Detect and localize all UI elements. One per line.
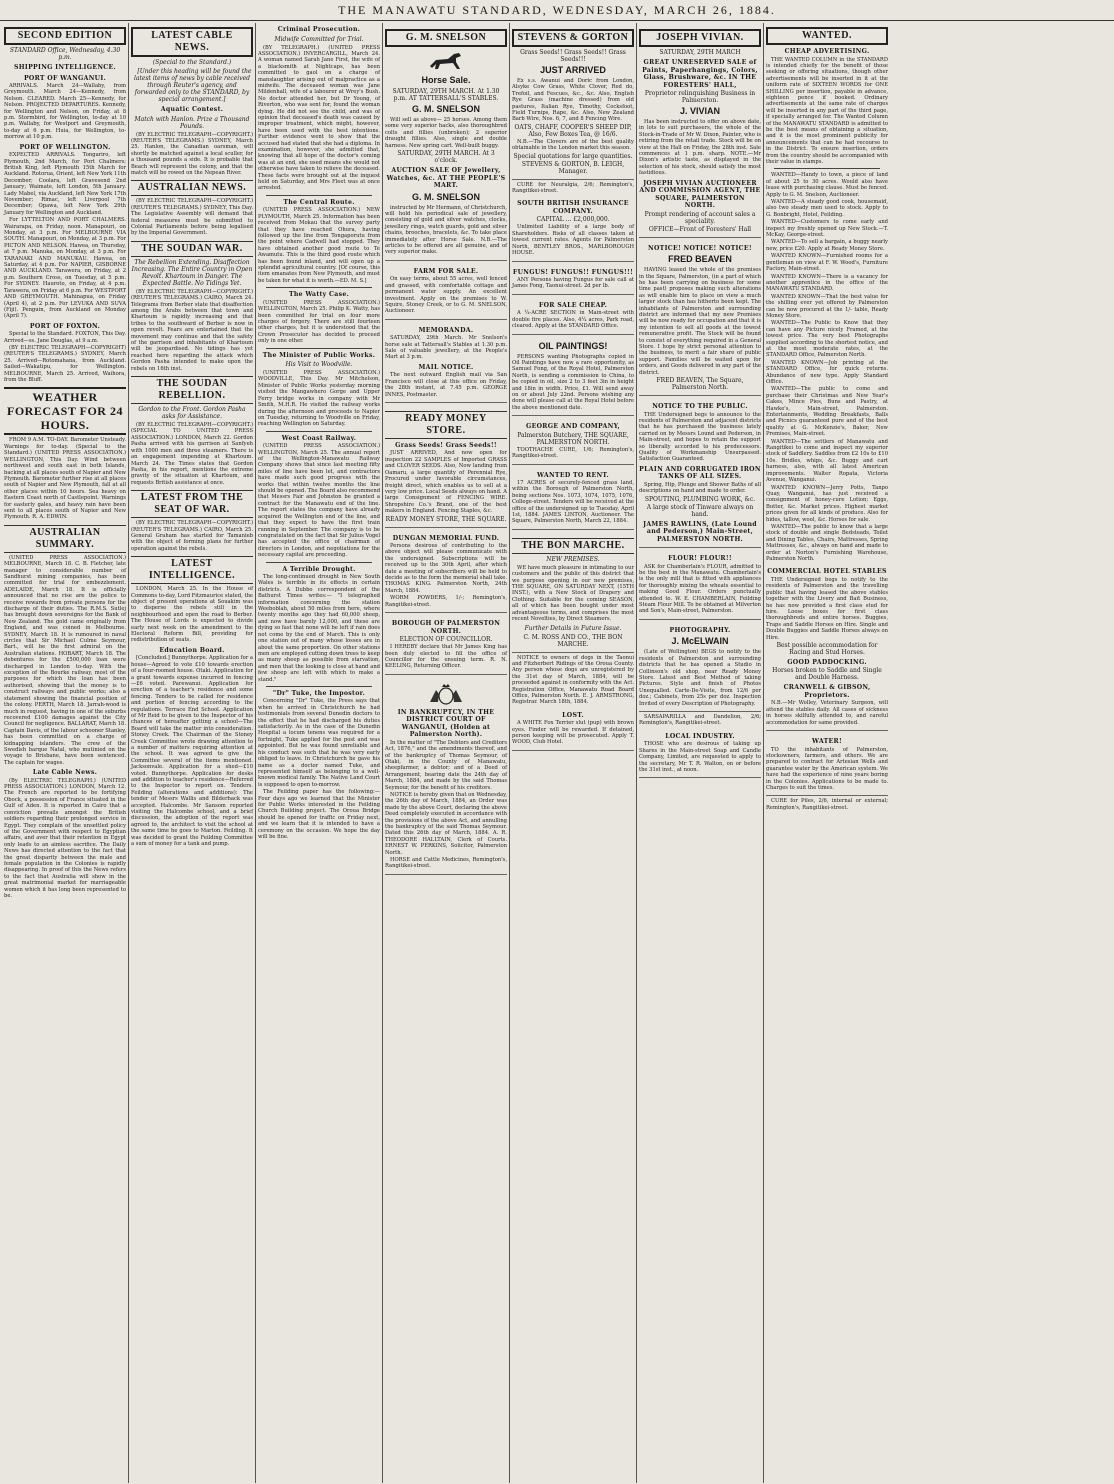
aquatic-text: (BY ELECTRIC TELEGRAPH—COPYRIGHT.) (REUTER'S TELEGRAMS.) SYDNEY, March 25. Hanlon, the Canadian oarsman, will shortly be matched against a local sculler, for a thousand pounds a side. It is probable that Beach will represent the colony, and that the match will be rowed on the Nepean River. — [131, 131, 253, 176]
masthead: THE MANAWATU STANDARD, WEDNESDAY, MARCH 26, 1884. — [0, 0, 1114, 21]
snelson-ad — [385, 23, 507, 261]
office-line: STANDARD Office, Wednesday, 4.30 p.m. — [9, 47, 121, 61]
water-text: TO the inhabitants of Palmerston, stockowners, farmers, and others. We are prepared to contract for Artesian Wells and guarantee water by the American system. We have had the experience of nine years boring in the Colonies. Applications to be made to. Charges to suit the times. — [766, 746, 888, 791]
grass-seeds-banner: Grass Seeds!! Grass Seeds!! Grass Seeds!!! — [520, 49, 626, 63]
for-sale-heading: FOR SALE CHEAP. — [538, 301, 608, 309]
bon-marche-text: WE have much pleasure in intimating to our customers and the public of this district that we purpose opening in our new premises, THE SQUARE, ON SATURDAY NEXT, (15TH INST.), with a New Stock of Drapery and Clothing. Suitable for the coming SEASON, all of which has been bought under most advantageous terms, and comprises the most recent Novelties, by Direct Steamers. — [512, 564, 634, 623]
dog-notice: NOTICE to owners of dogs in the Taonui and Fitzherbert Ridings of the Oroua County. Any person whose dogs are unregistered by the 31st day of March, 1884, will be proceeded against in conformity with the Act. Registration Office, Manawatu Road Board Office, Palmerston North. E. J. ARMSTRONG, Registrar. March 18th, 1884. — [512, 654, 634, 706]
vivian-heading: JOSEPH VIVIAN. — [639, 29, 761, 47]
local-industry-text: THOSE who are desirous of taking up Shares in the Main-street Soap and Candle Company, Limited, are requested to apply to the secretary, Mr T. R. Walton, on or before the 31st inst., at noon. — [639, 741, 761, 773]
column-7 — [764, 23, 890, 1483]
vivian-date: SATURDAY, 29TH MARCH — [659, 49, 741, 56]
dungan-text: Persons desirous of contributing to the above object will please communicate with the undersigned. Subscriptions will be received up to the 30th April, after which date a meeting of subscribers will be held to decide as to the form the memorial shall take. THOMAS KING. Palmerston North, 24th March, 1884. — [385, 543, 507, 594]
farm-heading: FARM FOR SALE. — [413, 267, 479, 275]
memoranda-heading: MEMORANDA. — [418, 326, 474, 334]
photography-text: (Late of Wellington) BEGS to notify to the residents of Palmerston and surrounding districts that he has opened a Studio in Collinson's old shop, near Ready Money Store. Latest and Best Method of taking Pictures. Style and finish of Photos Unequalled. Carte-De-Visite, from 12/6 per doz.; Cabinets, from 25s per doz. Inspection Invited of every Description of Photography. — [639, 649, 761, 707]
soudan-war-subhead: The Rebellion Extending. Disaffection Increasing. The Entire Country in Open Revolt. Khartoum in Danger. The Expected Battle. No Tidings Yet. — [131, 258, 253, 287]
soudan-rebellion-text: (BY ELECTRIC TELEGRAPH—COPYRIGHT.) (SPECIAL TO UNITED PRESS ASSOCIATION.) LONDON, March 22. Gordon Pasha arrived with his garrison at Sanfyeh with 1000 men and three steamers. There is an engagement impending at Khartoum. March 24. The Times states that Gordon Pasha, in his report, mentions the extreme gravity of the situation at Khartoum, and requests British assistance at once. — [131, 422, 253, 486]
farm-ad — [385, 263, 507, 320]
latest-intelligence-heading: LATEST INTELLIGENCE. — [131, 556, 253, 584]
rent-heading: WANTED TO RENT. — [537, 471, 609, 479]
flour-ad — [639, 550, 761, 620]
sailings-text: For LYTTELTON AND PORT CHALMERS. Wairarapa, on Friday, noon. Manapouri, on Monday, at 3 p.m. For MELBOURNE VIA SOUTH. Manapouri, on Monday, at 3 p.m. For PICTON AND NELSON. Hawea, on Thursday, at 7 p.m. Manuka, on Monday, at 3 p.m. For TARANAKI AND MANUKAU. Hawea, on Saturday, at 4 p.m. For NAPIER, GISBORNE AND AUCKLAND. Tarawera, on Friday, at 2 p.m. Southern Cross, on Tuesday, at 5 p.m. For SYDNEY. Hauroto, on Friday, at 4 p.m. Tarawera, on Friday at 6 p.m. For WESTPORT AND GREYMOUTH. Mahinapua, on Friday (April 4), at 2 p.m. For LEVUKA AND SUVA (Fiji). Penguin, from Auckland on Monday (April 7). — [4, 217, 126, 320]
fungus-heading: FUNGUS! FUNGUS!! FUNGUS!!! — [512, 268, 634, 276]
watty-heading: The Watty Case. — [288, 291, 350, 299]
insurance-text: Unlimited Liability of a large body of Shareholders. Risks of all classes taken at lowest current rates. Agents for Palmerston North, BENTLEY BROS., MARLBOROUGH HOUSE. — [512, 224, 634, 257]
wanted-column-text: THE WANTED COLUMN in the STANDARD is intended chiefly for the benefit of those seeking or offering situations, though other advertisements will be inserted in it at the uniform rate of SIXTEEN WORDS for ONE SHILLING per insertion, payable in advance, eighteen pence if booked. Ordinary advertisements at the same rate of charges will be inserted in any part of the third page, if specially arranged for. The Wanted Column of the MANAWATU STANDARD is admitted to be the best means of obtaining a situation, and it is the most prominent publicity for announcements that can be had recourse to in the District. To ensure insertion, orders from the country should be accompanied with their value in stamps. — [766, 56, 888, 165]
stevens-gorton-sign: STEVENS & GORTON, B. LEIGH, Manager. — [521, 160, 625, 175]
george-company-heading: GEORGE AND COMPANY, — [526, 423, 620, 431]
west-coast-heading: West Coast Railway. — [281, 434, 357, 442]
rawlins-sign: JAMES RAWLINS, (Late Lound and Pederson,) Main-Street, PALMERSTON NORTH. — [643, 520, 757, 543]
photography-heading: PHOTOGRAPHY. — [669, 626, 731, 634]
neuralgia-cure: CURE for Neuralgia, 2/6; Remington's, Rangitikei-street. — [512, 181, 634, 195]
lost-text: A WHITE Fox Terrier slut (pup) with brown eyes. Finder will be rewarded. If detained, person keeping will be prosecuted. Apply T. WOOD, Club Hotel. — [512, 720, 634, 746]
columns — [0, 21, 1114, 1483]
stables-heading: COMMERCIAL HOTEL STABLES — [767, 568, 887, 576]
divider — [266, 348, 372, 349]
snelson-name-2: G. M. SNELSON — [411, 191, 480, 202]
arrived-text: Ex s.s. Awanui and Doric from London, Alsyke Cow Grass, White Clover, Red do, Trefoil, and Fescues, &c., &c. Also, English Rye Grass (machine dressed) from old pastures, Italian Rye, Timothy, Cocksfoot, Field Turnips, Rape, &c. Also, New Zealand Barb Wire, Nos. 6, 7, and 8 Fencing Wire. — [512, 78, 634, 123]
column-3 — [256, 23, 383, 1483]
royal-crest-icon — [424, 682, 468, 706]
australian-news-text: (BY ELECTRIC TELEGRAPH—COPYRIGHT.) (REUTER'S TELEGRAMS.) SYDNEY, This Day. The Legislative Assembly will demand that federal measures must be submitted to Colonial Parliaments before being legalised by the Imperial Government. — [131, 198, 253, 237]
lost-heading: LOST. — [562, 711, 584, 719]
further-details: Further Details in Future Issue. — [524, 624, 622, 632]
wanted-item: WANTED—The Public to Know that they can have any Picture nicely Framed, at the lowest price. The very best Photographs supplied according to the shortest notice, and at the most moderate rates, at the STANDARD Office, Palmerston North. — [766, 320, 888, 359]
vivian-ad — [639, 23, 761, 238]
horse-medicines: HORSE and Cattle Medicines, Remington's, Rangitikei-street. — [385, 857, 507, 870]
insurance-ad — [512, 195, 634, 261]
drought-heading: A Terrible Drought. — [282, 565, 356, 573]
borough-ad — [385, 615, 507, 675]
snelson-heading: G. M. SNELSON — [385, 29, 507, 47]
wanted-item: WANTED—The public to come and purchase their Christmas and New Year's Cakes, Mince Pies, Buns and Pastry, at Hawke's, Main-street, Palmerston. Entertainments, Wedding Breakfasts, Balls and Picnics guaranteed pure and of the best quality at G. McKenzie's, Baker, New Premises, Main-street. — [766, 386, 888, 438]
memoranda-text: SATURDAY, 29th March. Mr Snelson's horse sale at Tattersall's Stables at 1.30 p.m. Sale of valuable jewellery, at the People's Mart at 3 p.m. — [385, 335, 507, 361]
election-heading: ELECTION OF COUNCILLOR. — [399, 636, 493, 644]
for-sale-text: A ¼-ACRE SECTION in Main-street with double fire places. Also, 4¼ acres, Park road, cleared. Apply at the STANDARD Office. — [512, 310, 634, 330]
just-arrived: JUST ARRIVED — [540, 65, 606, 75]
jewellery-sale-date: SATURDAY, 29TH MARCH. At 3 o'clock. — [397, 150, 495, 165]
wanted-item: WANTED KNOWN—There is a vacancy for another apprentice in the office of the MANAWATU STANDARD. — [766, 273, 888, 293]
bankruptcy-ad — [385, 677, 507, 875]
criminal-subhead: Midwife Committed for Trial. — [274, 35, 364, 43]
butchery-line: Palmerston Butchery, THE SQUARE, PALMERSTON NORTH. — [517, 431, 629, 446]
port-wellington: PORT OF WELLINGTON. — [19, 143, 111, 151]
bon-marche-ad — [512, 532, 634, 653]
iron-tanks-text: Spring, Hip, Plunge and Shower Baths of all descriptions on hand and made to order. — [639, 481, 761, 495]
column-5 — [510, 23, 637, 1483]
horse-sale-title: Horse Sale. — [421, 75, 471, 85]
soudan-war-heading: THE SOUDAN WAR. — [131, 241, 253, 257]
wanted-item: WANTED KNOWN—Jerry Potts, Tanpo Quay, Wanganui, has just received a consignment of honey-cure Lotion; Eggs, Butter, &c. Market prices. Highest market prices given for all kinds of produce. Also for hides, tallow, wool, &c. Horses for sale. — [766, 484, 888, 523]
spouting-line: SPOUTING, PLUMBING WORK, &c. — [644, 495, 756, 503]
stables-ad — [766, 563, 888, 731]
foxton-text: Special to the Standard. FOXTON, This Day. Arrived—ss. Jane Douglas, at 9 a.m. — [4, 331, 126, 344]
bon-marche-heading: THE BON MARCHE. — [512, 538, 634, 554]
wanted-item: WANTED KNOWN—Job printing at the STANDARD Office, for quick returns. Abundance of new type. Apply Standard Office. — [766, 359, 888, 385]
butchery-ad — [512, 418, 634, 464]
divider — [266, 431, 372, 432]
beaven-sign: FRED BEAVEN, The Square, Palmerston North. — [656, 377, 744, 392]
new-premises: NEW PREMISES. — [546, 555, 600, 563]
paddocking-text: Horses broken to Saddle and Single and Double Harness. — [772, 667, 882, 682]
ross-sign: C. M. ROSS AND CO., THE BON MARCHE. — [523, 633, 623, 648]
mail-text: The next outward English mail via San Francisco will close at this office on Friday, the 28th instant, at 7.45 p.m. GEORGE INNES, Postmaster. — [385, 372, 507, 398]
watty-text: (UNITED PRESS ASSOCIATION.) WELLINGTON, March 25. Philip K. Watty, has been committed for trial on four more charges of forgery. There are still fourteen other charges, but it is understood that the Crown Prosecutor has decided to proceed only in one other. — [258, 299, 380, 345]
minister-heading: The Minister of Public Works. — [262, 351, 376, 359]
oats-chaff: OATS, CHAFF, COOPER'S SHEEP DIP, Also, Few Boxes Tea, @ 16/6. — [514, 123, 632, 138]
worm-powders: WORM POWDERS, 1/-; Remington's, Rangitikei-street. — [385, 595, 507, 608]
lost-ad — [512, 707, 634, 751]
port-foxton: PORT OF FOXTON. — [29, 322, 101, 330]
wanted-heading: WANTED. — [766, 27, 888, 45]
tuke-text: Concerning "Dr" Tuke, the Press says that when he arrived in Christchurch he had testimonials from several Dunedin doctors to the effect that he had discharged his duties satisfactorily. As in the case of the Dunedin Hospital a locum tenens was required for a fortnight, Tuke applied for the post and was appointed. But he was found unreliable and his conduct was such that he was very early obliged to leave. In Christchurch he gave his name as a doctor named Tuke, and represented himself as belonging to a well-known medical family. The Native Land Court is supposed to open to-morrow. — [258, 698, 380, 788]
minister-subhead: His Visit to Woodville. — [285, 361, 353, 369]
horse-icon — [426, 50, 466, 72]
latest-cable-heading: LATEST CABLE NEWS. — [131, 27, 253, 57]
cheap-advertising: CHEAP ADVERTISING. — [784, 48, 870, 55]
mail-heading: MAIL NOTICE. — [418, 363, 474, 371]
photography-ad — [639, 622, 761, 712]
divider — [774, 168, 880, 169]
dungan-fund-ad — [385, 530, 507, 614]
notice-heading: NOTICE! NOTICE! NOTICE! — [648, 244, 752, 252]
auction-text: instructed by Mr Hermann, of Christchurch, will hold his periodical sale of jewellery, consisting of gold and silver watches, clocks, jewellery rings, watch guards, gold and silver chains, brooches, bracelets, &c. To take place immediately after Horse Sale. N.B.—The articles to be offered are all genuine, and of very superior make. — [385, 204, 507, 256]
office-line: OFFICE—Front of Foresters' Hall — [648, 225, 752, 233]
beaven-ad — [639, 240, 761, 396]
column-2 — [129, 23, 256, 1483]
dungan-heading: DUNGAN MEMORIAL FUND. — [392, 534, 500, 542]
public-notice-text: THE Undersigned begs to announce to the residents of Palmerston and adjacent districts that he has purchased the business lately carried on by Messrs Lound and Pederson, in Main-street, and hopes to retain the support so liberally accorded to his predecessors. Quality of Workmanship Unsurpassed. Satisfaction Guaranteed. — [639, 411, 761, 463]
telegraph-text: (BY ELECTRIC TELEGRAPH—COPYRIGHT) (REUTER'S TELEGRAMS.) SYDNEY, March 25. Arrived—Rotomahana, from Auckland. Sailed—Wakatipu, for Wellington. MELBOURNE, March 25. Arrived, Waihora, from the Bluff. — [4, 345, 126, 384]
column-4 — [383, 23, 510, 1483]
stevens-gorton-ad — [512, 23, 634, 180]
wanted-item: WANTED—The settlers of Manawatu and Rangitikei to come and inspect my superior stock of Saddlery. Saddles from £2 10s to £10 10s. Bridles, whips, &c. Buggy and cart harness, also, with all latest American improvements. Walter Ropata, Victoria Avenue, Wanganui. — [766, 438, 888, 484]
vivian-text: Has been instructed to offer on above date, in lots to suit purchasers, the whole of the Stock-in-Trade of Mr W. Dixon, Painter, who is retiring from the retail trade. Stock will be on view at the Hall on Friday, the 28th inst. Sale commences at 1 p.m. sharp. NOTE.—Mr Dixon's artistic taste, as displayed in the selection of his stock, should satisfy the most fastidious. — [639, 119, 761, 177]
aquatic-heading: Aquatic Contest. — [160, 106, 224, 113]
weather-heading: WEATHER FORECAST FOR 24 HOURS. — [4, 387, 126, 435]
wanted-item: WANTED KNOWN—Furnished rooms for a gentleman on view at F. W. Wood's, Furniture Factory, Main-street. — [766, 253, 888, 273]
ready-money-store-footer: READY MONEY STORE, THE SQUARE. — [385, 515, 507, 523]
divider — [266, 562, 372, 563]
local-industry-heading: LOCAL INDUSTRY. — [665, 732, 735, 740]
sarsaparilla-line: SARSAPARILLA and Dandelion, 2/6; Remington's, Rangitikei-street. — [639, 714, 761, 727]
fungus-text: ANY Persons having Fungus for sale call at James Fong, Taonui-street. 2d per lb. — [512, 277, 634, 290]
local-industry-ad — [639, 728, 761, 779]
piles-cure: CURE for Piles, 2/6, internal or external; Remington's, Rangitikei-street. — [766, 798, 888, 811]
fungus-ad — [512, 264, 634, 295]
australian-summary-text: (UNITED PRESS ASSOCIATION.) MELBOURNE, March 18. C. B. Fletcher, late manager to considerable number of Sandhurst mining companies, has been committed for trial for embezzlement. ADELAIDE, March 18. It is officially announced that no rise are the police to receive rewards from private persons for the discharge of their duties. The R.M.S. Sutlej has brought down sovereigns for the Bank of New Zealand. The gold came originally from England, and was coined in Melbourne. SYDNEY, March 18. It is rumoured in naval circles that Sir Michael Culme Seymour, Bart., will be the first admiral on the Australian stations. HOBART, March 18. The debentures for the £500,000 loan were discharged in London to-day. With the exception of the Bourke railway, most of the purposes for which the loan has been authorised, showing that the money is to construct railways and public works; also a statement showing the financial position of the colony. PERTH, March 18. Jarrah-wood is much in request, having in one of the suburbs recovered £100 damages against the City Council for negligence. BALLARAT, March 18. Captain Davis, of the labour schooner Stanley, has been committed on a charge of kidnapping islanders. The crew of the Swedish barque Natal, who mutinied on the voyage to Brisbane, have been sentenced. The captain for wages. — [4, 554, 126, 766]
soudan-war-text: (BY ELECTRIC TELEGRAPH—COPYRIGHT.) (REUTER'S TELEGRAMS.) CAIRO, March 24. Telegrams from Berber state that disaffection among the Arabs between that town and Khartoum is rapidly increasing and that tribes to the southward of Berber is now in open revolt. Fears are entertained that the movement may continue and that the safety of the garrison and inhabitants of Khartoum will be jeopardised. No tidings has yet reached here regarding the attack which Gordon Pasha intended to make upon the rebels on 16th inst. — [131, 288, 253, 372]
soudan-rebellion-subhead: Gordon to the Front. Gordon Pasha asks for Assistance. — [138, 406, 246, 421]
soudan-rebellion-heading: THE SOUDAN REBELLION. — [131, 376, 253, 404]
wanted-item: WANTED—To sell a bargain, a buggy nearly new, price £20. Apply at Ready Money Store. — [766, 239, 888, 252]
beaven-name: FRED BEAVEN — [668, 254, 732, 265]
column-6 — [637, 23, 764, 1483]
vivian-name: J. VIVIAN — [679, 106, 720, 116]
stevens-gorton-heading: STEVENS & GORTON — [512, 29, 634, 47]
oil-paintings-ad — [512, 337, 634, 417]
horse-sale-date: SATURDAY, 29TH MARCH. At 1.30 p.m. AT TATTERSALL'S STABLES. — [392, 88, 500, 102]
education-board-text: [Concluded.] Bunnythorpe. Application for a house—Agreed to vote £10 towards erection of a four-roomed house. Otaki. Application for a grant towards expense incurred in fencing—£6 voted. Parewanui. Application for erection of a teacher's residence and some fencing. Tenders to be called for residence and portion of fencing according to the regulations. Terrace End School. Application of Mr Reid to be given to the Inspector of his chances of hereafter getting a school—The Board will take the matter into consideration. Stoney Creek. The Chairman of the Stoney Creek Committee wrote drawing attention to a number of matters requiring attention at the school. It was agreed to give the Committee several of the items mentioned. Jacksonvale. Application for a shed—£10 voted. Bunnythorpe. Application for desks and addition to teacher's residence—Referred to the Inspector to report on. Tenders. Feilding (alterations and additions): The tender of Messrs Wallis and Bilderback was accepted. Halcombe. Mr Sansom reported visiting the Halcombe school, and a brief discussion, the adoption of the report was agreed to, the architect to visit the school at the same time he goes to Marton. Feilding. It was decided to grant the Feilding Committee a sum of money for a tank and pump. — [131, 655, 253, 848]
gibson-text: N.B.—Mr Wolley, Veterinary Surgeon, will attend the stables daily. All cases of sickness in horses skilfully attended to, and careful accommodation for same provided. — [766, 700, 888, 726]
sale-heading: GREAT UNRESERVED SALE of Paints, Paperhangings, Colors, Glass, Brushware, &c. IN THE FORESTERS' HALL, — [642, 59, 758, 89]
flour-heading: FLOUR! FLOUR!! — [668, 555, 732, 563]
proprietor-line: Proprietor relinquishing Business in Palmerston. — [644, 90, 756, 104]
clover-note: N.B.—The Clovers are of the best quality obtainable in the London market this season. — [512, 138, 634, 152]
melwain-name: J. McELWAIN — [671, 636, 729, 647]
australian-news-heading: AUSTRALIAN NEWS. — [131, 180, 253, 196]
australian-summary-heading: AUSTRALIAN SUMMARY. — [4, 525, 126, 553]
latest-intelligence-text: LONDON, March 25. In the House of Commons to-day, Lord Fitzmaurice stated, the object of present operations at Souakim was to disperse the rebels still in the neighbourhood and open the road to Berber. The House of Lords is expected to divide early next week on the amendment to the Electoral Reform Bill, providing for redistribution of seats. — [131, 586, 253, 644]
public-notice-heading: NOTICE TO THE PUBLIC. — [652, 403, 748, 411]
late-cable-text: (By ELECTRIC TELEGRAPH.) (UNITED PRESS ASSOCIATION.) LONDON, March 12. The French are reported to be fortifying Obock, a possession of France situated in the Gulf of Aden. It is reported in Cairo that a conviction prevails amongst the British soldiers regarding their prolonged service in Egypt. They complain of the unsettled policy of the Government with respect to Egyptian affairs, and aver that their retention in Egypt only leads to an aimless sacrifice. The Daily News has directed attention to the fact that the great disparity between the male and female population in the Colonies is rapidly disappearing. In proof of this the News refers to the fact that Australia will show in the great matrimonial market for marriageable women which it has long been represented to be. — [4, 777, 126, 899]
divider — [266, 195, 372, 196]
shipping-heading: SHIPPING INTELLIGENCE. — [13, 64, 117, 71]
auction-heading: AUCTION SALE OF Jewellery, Watches, &c. AT THE PEOPLE'S MART. — [386, 167, 506, 190]
central-route-text: (UNITED PRESS ASSOCIATION.) NEW PLYMOUTH, March 25. Information has been received from Mokau that the survey party that they have reached Ohura, having followed up the line from Tongaporutu from the point where Cadwell had stopped. They have obtained another good route to Te Awamutu. This is the third good route which has been found inland, and will open up a splendid agricultural country. [Of course, this item emanates from New Plymouth, and must be taken for what it is worth.—ED. M. S.] — [258, 207, 380, 284]
column-1 — [2, 23, 129, 1483]
drought-text: The long-continued drought in New South Wales is terrible in its effects in certain districts. A Dubbo correspondent of the Bathurst Times writes:— "I telegraphed information concerning the station Weeboblah, about 50 miles from here, where twenty months ago they had 60,000 sheep, and now have barely 12,000, and these are dying so fast that none will be left if rain does not come by the end of March. This is only one station out of many whose losses are in about the same proportion. On other stations men are employed cutting down trees to keep as many sheep as possible from starvation, and men that the looking is close at hand and few sheep are left with which to make a stand." — [258, 574, 380, 683]
port-wanganui: PORT OF WANGANUI. — [23, 74, 107, 82]
tuke-heading: "Dr" Tuke, the Impostor. — [272, 689, 366, 697]
vivian-auctioneer: JOSEPH VIVIAN AUCTIONEER AND COMMISSION AGENT, THE SQUARE, PALMERSTON NORTH. — [639, 179, 761, 210]
divider — [266, 287, 372, 288]
grass-seeds-text: JUST ARRIVED, And now open for inspection 22 SAMPLES of Imported GRASS and CLOVER SEEDS. Also, Now landing from Oamaru, a large quantity of Perennial Rye, Procured under favorable circumstances, freight direct, which enables us to sell at a very low price. Local Seeds always on hand. A large Consignment of FENCING WIRE. Shropshire Co.'s Brand, one of the best makers in England. Fencing Staples, &c. — [385, 450, 507, 515]
flour-text: ASK for Chamberlain's FLOUR, admitted to be the best in the Manawatu. Chamberlain's is the only mill that is fitted with appliances for thoroughly mixing the wheats essential to making Good Flour. Orders punctually attended to. W. E. CHAMBERLAIN, Feilding Steam Flour Mill. To be obtained at Milverton and Son's, Main-street, Palmerston. — [639, 563, 761, 615]
insurance-heading: SOUTH BRITISH INSURANCE COMPANY. — [517, 200, 629, 215]
election-text: I HEREBY declare that Mr James King has been duly elected to fill the office of Councillor for the ensuing term. R. N. KEELING, Returning Officer. — [385, 644, 507, 670]
bankruptcy-heading: IN BANKRUPTCY, IN THE DISTRICT COURT OF WANGANUI, (Holden at Palmerston North). — [397, 708, 495, 739]
water-heading: WATER! — [812, 738, 842, 746]
central-route-heading: The Central Route. — [283, 198, 355, 206]
weather-text: FROM 9 A.M. TO-DAY. Barometer Unsteady. Warnings for to-day. (Special to the Standard.) (UNITED PRESS ASSOCIATION.) WELLINGTON, This Day. Wind between northwest and south east in both Islands, backing at all places south of Napier and New Plymouth. Barometer further rise at all places south of Napier and New Plymouth, fall at all other places within 10 hours. Sea heavy on Eastern Coast north of Castlepoint. Warnings for easterly gales, and heavy rain have been sent to all places south of Napier and New Plymouth. R. A. EDWIN. — [4, 437, 126, 521]
prompt-line: Prompt rendering of account sales a speciality. — [644, 210, 756, 225]
shipping-text: ARRIVALS. March 24—Wallaby, from Greymouth. March 24—Kennedy, from Nelson. CLEARED. March 25—Kennedy, for Nelson. PROJECTED DEPARTURES. Kennedy, for Wellington and Nelson, on Friday, at 8 p.m. Stormbird, for Wellington, to-day at 10 p.m. Wallaby, for Westport and Greymouth, to-day at 6 p.m. Huia, for Wellington, to-morrow at 10 p.m. — [4, 83, 126, 141]
cable-note: [Under this heading will be found the latest items of news by cable received through Reuter's agency, and forwarded only to the STANDARD, by special arrangement.] — [133, 68, 252, 103]
insurance-capital: CAPITAL ... £2,000,000. — [536, 216, 610, 224]
toothache-cure: TOOTHACHE CURE, 1/6; Remington's, Rangitikei-street. — [512, 446, 634, 460]
wanted-item: WANTED—Handy to town, a piece of land of about 25 to 30 acres. Would also have lease with purchasing clause. Must be fenced. Apply to G. M. Snelson, Auctioneer. — [766, 172, 888, 198]
criminal-text: (BY TELEGRAPH.) (UNITED PRESS ASSOCIATION.) INVERCARGILL, March 24. A woman named Sarah Jane First, the wife of a blacksmith at Nightcaps, has been committed to gaol on a charge of manslaughter arising out of malpractice as a midwife. The deceased woman was Jane Mildenhall, wife of a labourer at Wrey's Bush. No doctor attended her, but Dr Young, of Riverton, who was sent for, found the woman dying. He did not see the child, and was of opinion that deceased's death was caused by improper treatment, which might, however, have been used with the best intentions. Further evidence went to show that the accused had stated that she had a diploma. In examination, however, she admitted that, knowing that all hope of the doctor's coming was at an end, she used means she would not otherwise have taken to relieve the deceased. These facts were brought out at the inquest held on Saturday, and Mrs Fleet was at once arrested. — [258, 44, 380, 192]
oil-paintings-text: PERSONS wanting Photographs copied in Oil Paintings have now a rare opportunity, as Samuel Fong, of the Royal Hotel, Palmerston North, is sending a commission to China, to be copied in oil, size 2 to 3 feet 3in in height and 18in in width. Price, £1. Will send away on or about July 22nd. Persons wishing any done will please call at the Royal Hotel before the above mentioned date. — [512, 353, 634, 411]
aquatic-subhead: Match with Hanlon. Prize a Thousand Pounds. — [134, 115, 250, 130]
farm-text: On easy terms, about 55 acres, well fenced and grassed, with comfortable cottage and permanent water supply. An excellent investment. Apply on the premises to W. Squire, Stoney Creek, or to G. M. SNELSON, Auctioneer. — [385, 276, 507, 315]
divider — [266, 686, 372, 687]
wanted-item: WANTED—The public to know that a large stock of double and single Bedsteads, Toilet and Dining Tables, Chairs, Mattresses, Spring Mattresses, &c., always on hand and made to order at Norton's Furnishing Warehouse, Palmerston North. — [766, 523, 888, 562]
rawlins-ad — [639, 398, 761, 548]
for-sale-ad — [512, 297, 634, 335]
tinware-line: A large stock of Tinware always on hand. — [646, 503, 754, 518]
native-text: The Feilding paper has the following:— Four days ago we learned that the Minister for Public Works interested in the Feilding Church Building project. The Oroua Bridge should be opened for traffic on Friday next, and we learn that it is intended to have a ceremony on the occasion. We hope the day will be fine. — [258, 789, 380, 840]
special-subhead: (Special to the Standard.) — [152, 59, 232, 66]
wellington-text: EXPECTED ARRIVALS. Tongariro, left Plymouth, 2nd March, for Port Chalmers; British King, left Plymouth 15th March for Auckland. Rotorua, Orient, left New York 11th December; Coolara, left Gravesend 2nd January; Waimate, left London, 5th January. Lady Mabel, via Auckland, left New York 17th November; Rimac, left Liverpool 7th December; Opawa, left New York 29th January for Wellington and Auckland. — [4, 152, 126, 216]
stables-note: Best possible accommodation for Racing and Stud Horses. — [776, 641, 878, 656]
rent-text: 17 ACRES of securely-fenced grass land, within the Borough of Palmerston North, being sections Nos. 1073, 1074, 1075, 1076, College-street. Tenders will be received at the office of the undersigned up to Tuesday, April 1st, 1884. JAMES LINTON, Auctioneer. The Square, Palmerston North, March 22, 1884. — [512, 480, 634, 525]
iron-tanks-heading: PLAIN AND CORRUGATED IRON TANKS OF ALL SIZES. — [639, 465, 761, 481]
education-board-heading: Education Board. — [159, 646, 225, 654]
rent-ad — [512, 467, 634, 530]
second-edition-heading: SECOND EDITION — [4, 27, 126, 45]
ready-money-store-ad — [385, 405, 507, 528]
ready-money-store-heading: READY MONEY STORE. — [385, 411, 507, 439]
memoranda — [385, 322, 507, 403]
paddocking-heading: GOOD PADDOCKING. — [787, 658, 867, 666]
west-coast-text: (UNITED PRESS ASSOCIATION.) WELLINGTON, March 25. The annual report of the Wellington-Manawatu Railway Company shows that since last meeting fifty miles of line have been let, and contractors have made such good progress with the works that within twelve months the line should be opened. The Board also recommend that Messrs Fair and Johnston be granted a contract for the Manawatu end of the line. The report states the company have already acquired the Wellington end of the line, and that they expect to have the first train running in September. The company is to be congratulated on the fact that Sir Julius Vogel has accepted the office of chairman of directors in London, and negotiations for the necessary capital are proceeding. — [258, 443, 381, 559]
wanted-item: WANTED KNOWN—That the best value for the shilling ever yet offered by Palmerston can be now procured at the 1/- table, Ready Money Store. — [766, 293, 888, 319]
horse-sale-text: Will sell as above— 25 horses. Among them some very superior hacks, also thoroughbred colts and fillies (unbroken); 2 superior draught fillies. Also, single and double harness. New spring cart. Well-built buggy. — [385, 117, 507, 149]
seat-of-war-heading: LATEST FROM THE SEAT OF WAR. — [131, 490, 253, 518]
wanted-item: WANTED—A steady good cook, housemaid, also two steady men used to stock. Apply to G. Bonbright, Hotel, Feilding. — [766, 199, 888, 218]
gibson-sign: CRANWELL & GIBSON, Proprietors. — [783, 684, 871, 699]
criminal-heading: Criminal Prosecution. — [277, 26, 361, 33]
late-cable-heading: Late Cable News. — [32, 769, 98, 777]
grass-seeds-heading: Grass Seeds! Grass Seeds!! — [395, 441, 497, 449]
snelson-name-1: G. M. SNELSON — [411, 104, 480, 114]
stables-text: THE Undersigned begs to notify to the residents of Palmerston and the travelling public that having leased the above stables together with the Livery and Bait Business, he has now provided a first class stud for hire. Loose boxes for first class thoroughbreds and entire horses. Buggies, Traps and Saddle Horses on Hire. Single and Double Buggies and Saddle Horses always on Hire. — [766, 576, 888, 641]
seat-of-war-text: (BY ELECTRIC TELEGRAPH—COPYRIGHT.) (REUTER'S TELEGRAMS.) CAIRO, March 25. General Graham has started for Tamanieb with the object of forming plans for further operation against the rebels. — [131, 520, 253, 552]
minister-text: (UNITED PRESS ASSOCIATION.) WOODVILLE, This Day. Mr Mitchelson, Minister of Public Works yesterday morning visited the Mangawhero Gorge and Upper Ferry bridge works in company with Mr Smith, M.H.R. He visited the railway works during the afternoon and proceeds to Napier on Tuesday, returning to Woodville on Friday, reaching Wellington on Saturday. — [258, 370, 380, 428]
water-ad — [766, 733, 888, 796]
oil-paintings-heading: OIL PAINTINGS! — [538, 340, 608, 351]
wanted-item: WANTED—Customers to come early and inspect my freshly opened up New Stock.—T. McKay, George-street. — [766, 219, 888, 239]
bankruptcy-text: In the matter of "The Debtors and Creditors Act, 1876," and the amendments thereof, and of the bankruptcy of Thomas Seymour, of Otaki, in the County of Manawatu, sheepfarmer, a debtor; and of a Deed of Arrangement, bearing date the 24th day of March, 1884, and made by the said Thomas Seymour, for the benefit of his creditors. — [385, 739, 507, 791]
bankruptcy-notice: NOTICE is hereby given that on Wednesday, the 26th day of March, 1884, an Order was made by the above Court, declaring the above Deed completely executed in accordance with the provisions of the above Act, and annulling the bankruptcy of the said Thomas Seymour. Dated this 26th day of March, 1884. A. R. THEODORE HALLTAIN, Clerk of Courts. ERNEST W. PERKINS, Solicitor, Palmerston North. — [385, 791, 507, 856]
special-quotations: Special quotations for large quantities. — [513, 152, 633, 160]
borough-heading: BOROUGH OF PALMERSTON NORTH. — [391, 620, 501, 635]
beaven-text: HAVING leased the whole of the premises in the Square, Palmerston, (in a part of which he has been carrying on business for some time past) proposes making such alterations as will enable him to place on view a much larger stock than has hitherto been kept. The inhabitants of Palmerston and surrounding district are informed that my new Premises will be now ready for occupation and that it is my intention to sell all goods at the lowest remunerative profit. The Stock will be found to consist of everything required in a General Store. I hope by strict personal attention to the business, to merit a fair share of public support. Families will be waited upon for orders, and Goods delivered in any part of the district. — [639, 267, 761, 376]
